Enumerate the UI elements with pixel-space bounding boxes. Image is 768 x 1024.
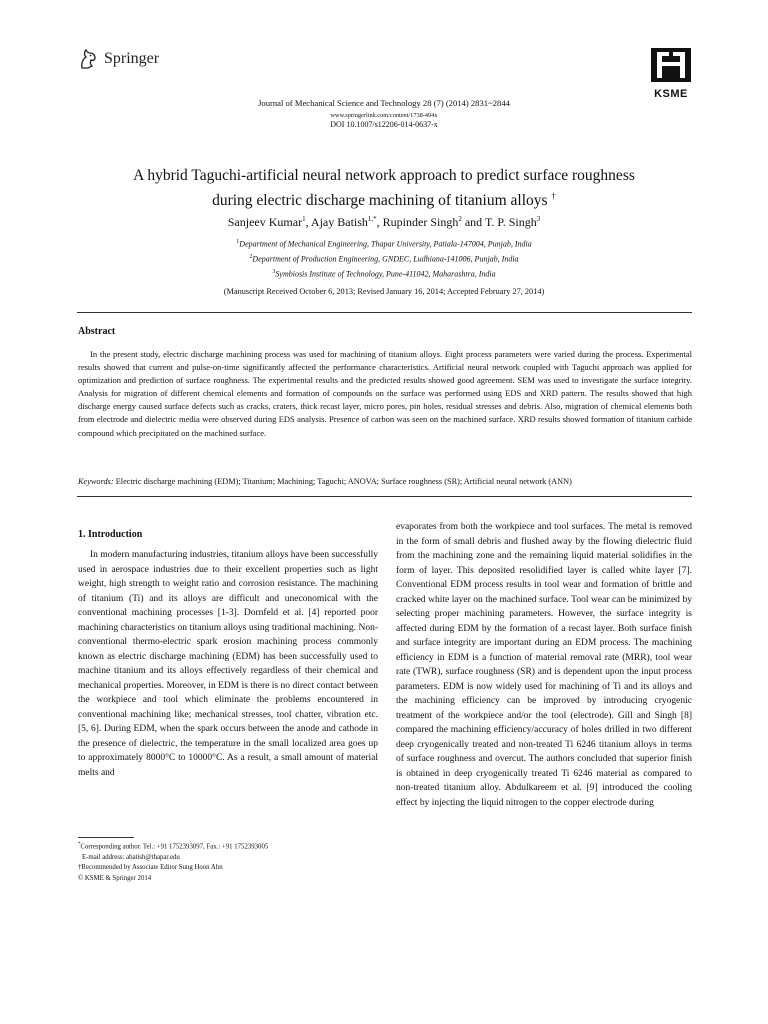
author-name: Rupinder Singh bbox=[382, 215, 459, 229]
affiliation-text: Symbiosis Institute of Technology, Pune-411042, Maharashtra, India bbox=[275, 269, 496, 279]
body-column-right: evaporates from both the workpiece and tool surfaces. The metal is removed in the form of small debris and flushed away by the flowing dielectric fluid from the machining zone and the remaining liquid material solidifies in the form of layer. This deposited resolidified layer is called white layer [7]. Conventional EDM process results in tool wear and formation of brittle and cracked white layer on the machined surface. Tool wear can be minimized by selecting proper machining parameters. However, the surface integrity is affected during EDM by the formation of a recast layer. Both surface finish and surface integrity are important during an EDM process. The machining efficiency in EDM is a function of material removal rate (MRR), tool wear rate (TWR), surface roughness (SR) and is dependent upon the input process parameters. EDM is now widely used for machining of Ti and its alloys and the machining efficiency can be improved by introducing cryogenic treatment of the workpiece and/or the tool (electrode). Gill and Singh [8] compared the machining efficiency/accuracy of holes drilled in two different deep cryogenically treated and non-treated Ti 6246 titanium alloys in terms of surface roughness and overcut. The authors concluded that superior finish is obtained in deep cryogenically treated Ti 6246 material as compared to non-treated titanium alloy. Abdulkareem et al. [9] introduced the cooling effect by injecting the liquid nitrogen to the copper electrode during bbox=[396, 522, 692, 808]
abstract-divider bbox=[77, 496, 692, 497]
keywords-text: Electric discharge machining (EDM); Titanium; Machining; Taguchi; ANOVA; Surface roughness (SR); Artificial neural network (ANN) bbox=[113, 477, 572, 486]
journal-citation: Journal of Mechanical Science and Technology 28 (7) (2014) 2831~2844 bbox=[258, 98, 510, 108]
publisher-name: Springer bbox=[104, 50, 160, 67]
author-affiliation-mark: 1 bbox=[302, 215, 306, 223]
footnote-corresponding bbox=[78, 840, 378, 853]
footnote-mark: * bbox=[78, 842, 81, 847]
title-line-2: during electric discharge machining of titanium alloys bbox=[212, 192, 548, 210]
springer-horse-icon bbox=[78, 48, 98, 70]
ksme-logo bbox=[650, 48, 692, 100]
footnote-recommended: †Recommended by Associate Editor Sung Hoon Ahn bbox=[78, 864, 223, 872]
author-name: Sanjeev Kumar bbox=[227, 215, 303, 229]
affiliation-list bbox=[0, 236, 768, 281]
paper-title bbox=[0, 165, 768, 211]
author-list bbox=[0, 215, 768, 230]
section-heading: 1. Introduction bbox=[78, 529, 143, 540]
affiliation bbox=[0, 236, 768, 251]
affiliation-text: Department of Production Engineering, GNDEC, Ludhiana-141006, Punjab, India bbox=[252, 254, 519, 264]
doi[interactable]: DOI 10.1007/s12206-014-0637-x bbox=[330, 120, 438, 129]
keywords-label: Keywords: bbox=[78, 477, 114, 486]
society-name: KSME bbox=[654, 88, 688, 100]
author-separator: and bbox=[461, 215, 485, 229]
footnote-divider bbox=[78, 837, 134, 838]
journal-url[interactable]: www.springerlink.com/content/1738-494x bbox=[330, 112, 438, 119]
abstract-body: In the present study, electric discharge machining process was used for machining of titanium alloys. Eight process parameters were varied during the process. Experimental results showed that current and pulse-on-time significantly affected the performance characteristics. Artificial neural network coupled with Taguchi approach was applied for optimization and prediction of surface roughness. The experimental results and the predicted results showed good agreement. SEM was used to investigate the surface integrity. Analysis for migration of different chemical elements and formation of compounds on the surface was performed using EDS and XRD pattern. The results showed that high discharge energy caused surface defects such as cracks, craters, thick recast layer, micro pores, pin holes, residual stresses and debris. Also, migration of chemical elements both from electrode and dielectric media were observed during EDS analysis. Presence of carbon was seen on the machined surface. XRD results showed formation of titanium carbide compound which precipitated on the machined surface. bbox=[78, 349, 692, 438]
author-affiliation-mark: 3 bbox=[536, 215, 541, 223]
affiliation-number: 3 bbox=[272, 269, 276, 276]
author-name: T. P. Singh bbox=[484, 215, 537, 229]
footnote-email: E-mail address: abatish@thapar.edu bbox=[82, 853, 180, 861]
springer-logo bbox=[78, 48, 159, 70]
author-separator: , bbox=[376, 215, 383, 229]
author-affiliation-mark: 2 bbox=[458, 215, 462, 223]
abstract-heading: Abstract bbox=[78, 326, 116, 337]
footnote-copyright: © KSME & Springer 2014 bbox=[78, 874, 152, 882]
manuscript-dates: (Manuscript Received October 6, 2013; Revised January 16, 2014; Accepted February 27, 2014) bbox=[223, 287, 545, 296]
author-name: Ajay Batish bbox=[310, 215, 368, 229]
author-affiliation-mark: 1,* bbox=[367, 215, 377, 223]
affiliation-number: 2 bbox=[249, 254, 253, 261]
footnote-text: Corresponding author. Tel.: +91 1752393097, Fax.: +91 1752393005 bbox=[80, 843, 269, 851]
footnotes bbox=[78, 840, 378, 884]
header-divider bbox=[77, 312, 692, 313]
affiliation-number: 1 bbox=[236, 239, 240, 245]
affiliation-text: Department of Mechanical Engineering, Thapar University, Patiala-147004, Punjab, India bbox=[239, 239, 532, 249]
keywords bbox=[78, 477, 692, 486]
affiliation bbox=[0, 266, 768, 281]
ksme-emblem-icon bbox=[651, 48, 691, 82]
title-dagger: † bbox=[551, 191, 556, 201]
body-column-left: In modern manufacturing industries, titanium alloys have been successfully used in aerospace industries due to their excellent properties such as light weight, high strength to weight ratio and corrosion resistance. The machining of titanium (Ti) and its alloys are difficult and uneconomical with the conventional machining processes [1-3]. Dornfeld et al. [4] reported poor machining characteristics on titanium alloys using traditional machining. Non-conventional thermo-electric spark erosion machining process commonly known as electric discharge machining (EDM) has been successfully used to machine titanium and its alloys effectively regardless of their chemical and mechanical properties. Moreover, in EDM is there is no direct contact between the workpiece and tool which eliminate the problems encountered in conventional machining like; mechanical stresses, tool chatter, vibration etc. [5, 6]. During EDM, when the spark occurs between the anode and cathode in the presence of dielectric, the temperature in the small localized area goes up to approximately 8000°C to 10000°C. As a result, a small amount of material melts and bbox=[78, 550, 378, 778]
author-separator: , bbox=[305, 215, 311, 229]
affiliation bbox=[0, 251, 768, 266]
title-line-1: A hybrid Taguchi-artificial neural network approach to predict surface roughness bbox=[133, 167, 635, 184]
